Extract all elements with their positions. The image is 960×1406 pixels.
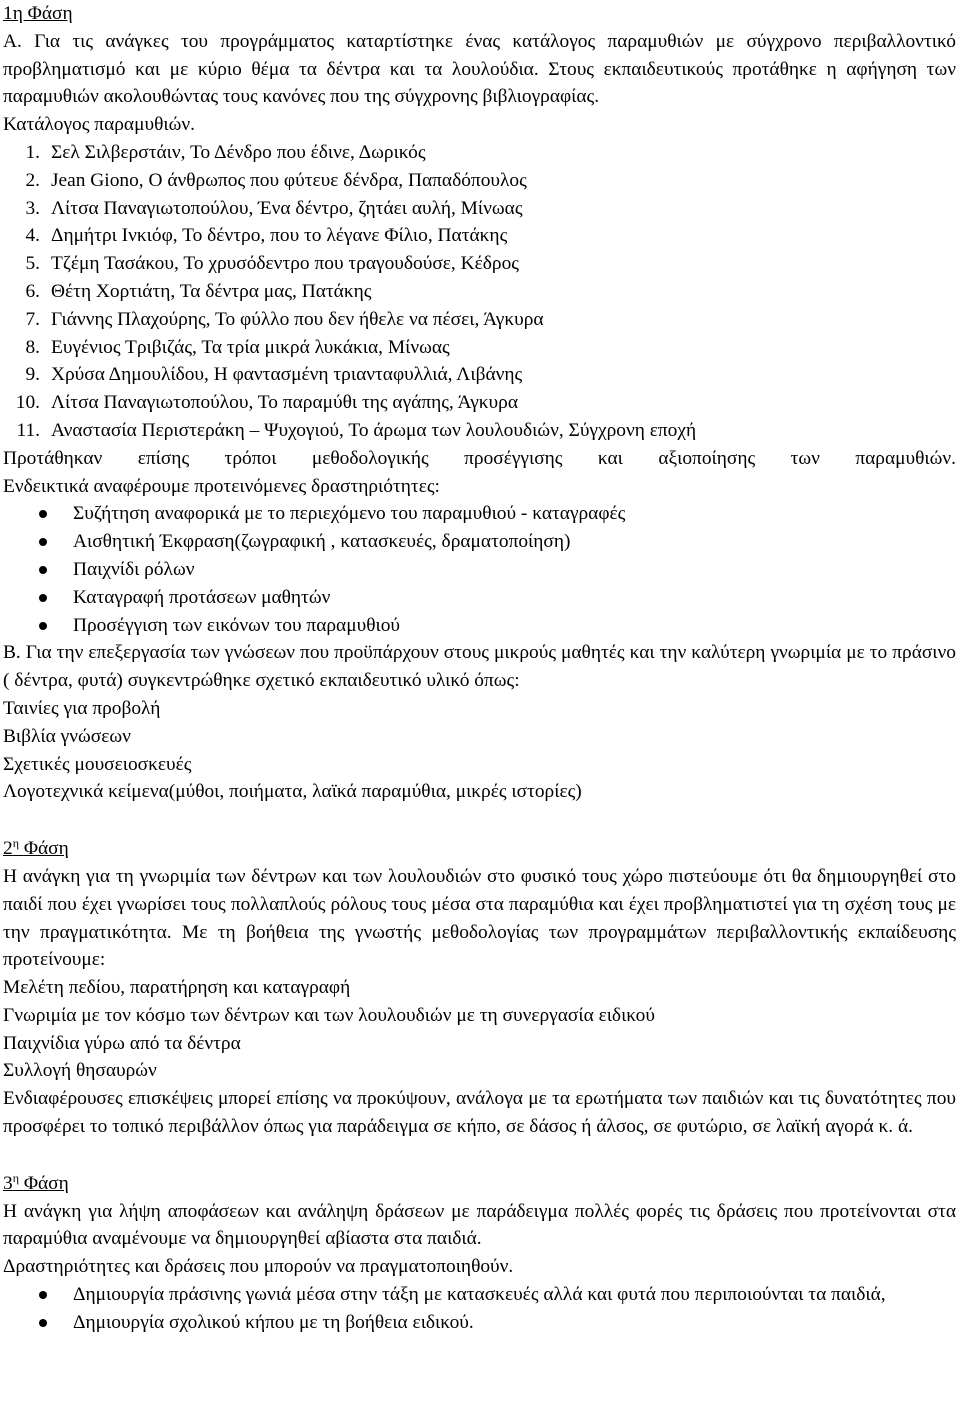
item-number: 5. bbox=[25, 253, 40, 275]
list-item bbox=[3, 139, 956, 167]
item-text: Λίτσα Παναγιωτοπούλου, Το παραμύθι της αγάπης, Άγκυρα bbox=[51, 392, 518, 414]
item-text: Καταγραφή προτάσεων μαθητών bbox=[73, 586, 331, 608]
list-item bbox=[3, 278, 956, 306]
item-text: Προσέγγιση των εικόνων του παραμυθιού bbox=[73, 614, 400, 636]
item-text: Αισθητική Έκφραση(ζωγραφική , κατασκευές, δραματοποίηση) bbox=[73, 531, 571, 553]
phase2-item: Παιχνίδια γύρω από τα δέντρα bbox=[3, 1032, 241, 1054]
list-item bbox=[3, 584, 956, 612]
bullet-icon bbox=[3, 528, 73, 556]
catalog-label: Κατάλογος παραμυθιών. bbox=[3, 114, 195, 136]
spacer bbox=[3, 806, 956, 835]
actions-list bbox=[3, 1281, 956, 1337]
item-number: 6. bbox=[25, 280, 40, 302]
item-text: Δημήτρι Ινκιόφ, Το δέντρο, που το λέγανε Φίλιο, Πατάκης bbox=[51, 225, 508, 247]
item-number: 8. bbox=[25, 336, 40, 358]
activities-list bbox=[3, 500, 956, 639]
spacer bbox=[3, 1141, 956, 1170]
heading-word: Φάση bbox=[23, 838, 69, 860]
list-item bbox=[3, 389, 956, 417]
list-item bbox=[3, 500, 956, 528]
document-page bbox=[3, 0, 956, 1337]
phase3-intro: Η ανάγκη για λήψη αποφάσεων και ανάληψη δράσεων με παράδειγμα πολλές φορές τις δράσεις που προτείνονται στα παραμύθια αναμένουμε να δημιουργηθεί αβίαστα στα παιδιά. bbox=[3, 1200, 956, 1250]
material-line: Ταινίες για προβολή bbox=[3, 697, 161, 719]
material-line: Σχετικές μουσειοσκευές bbox=[3, 753, 192, 775]
list-item bbox=[3, 612, 956, 640]
item-text: Τζέμη Τασάκου, Το χρυσόδεντρο που τραγουδούσε, Κέδρος bbox=[51, 253, 519, 275]
list-item bbox=[3, 417, 956, 445]
phase2-item: Συλλογή θησαυρών bbox=[3, 1060, 157, 1082]
item-text: Δημιουργία πράσινης γωνιά μέσα στην τάξη με κατασκευές αλλά και φυτά που περιποιούνται τα παιδιά, bbox=[73, 1284, 886, 1306]
item-text: Jean Giono, Ο άνθρωπος που φύτευε δένδρα, Παπαδόπουλος bbox=[51, 169, 527, 191]
item-number: 9. bbox=[25, 364, 40, 386]
list-item bbox=[3, 306, 956, 334]
phase3-heading bbox=[3, 1170, 956, 1198]
bullet-icon bbox=[3, 500, 73, 528]
phase2-visits: Ενδιαφέρουσες επισκέψεις μπορεί επίσης να προκύψουν, ανάλογα με τα ερωτήματα των παιδιών και τις δυνατότητες που προσφέρει το τοπικό περιβάλλον όπως για παράδειγμα σε κήπο, σε δάσος ή άλσος, σε φυτώριο, σε λαϊκή αγορά κ. ά. bbox=[3, 1088, 956, 1138]
item-text: Παιχνίδι ρόλων bbox=[73, 558, 195, 580]
list-item bbox=[3, 528, 956, 556]
heading-number: 3 bbox=[3, 1172, 13, 1194]
list-item bbox=[3, 1309, 956, 1337]
material-line: Βιβλία γνώσεων bbox=[3, 725, 131, 747]
item-number: 11. bbox=[16, 419, 40, 441]
bullet-icon bbox=[3, 1309, 73, 1337]
list-item bbox=[3, 334, 956, 362]
list-item bbox=[3, 361, 956, 389]
item-text: Αναστασία Περιστεράκη – Ψυχογιού, Το άρωμα των λουλουδιών, Σύγχρονη εποχή bbox=[51, 419, 697, 441]
methods-paragraph: Προτάθηκαν επίσης τρόποι μεθοδολογικής προσέγγισης και αξιοποίησης των παραμυθιών. bbox=[3, 447, 956, 469]
heading-superscript: η bbox=[12, 1170, 19, 1185]
bullet-icon bbox=[3, 556, 73, 584]
list-item bbox=[3, 1281, 956, 1309]
item-text: Γιάννης Πλαχούρης, Το φύλλο που δεν ήθελε να πέσει, Άγκυρα bbox=[51, 308, 544, 330]
item-text: Θέτη Χορτιάτη, Τα δέντρα μας, Πατάκης bbox=[51, 280, 372, 302]
item-text: Χρύσα Δημουλίδου, Η φαντασμένη τριανταφυλλιά, Λιβάνης bbox=[51, 364, 523, 386]
list-item bbox=[3, 250, 956, 278]
list-item bbox=[3, 556, 956, 584]
item-number: 10. bbox=[15, 392, 40, 414]
phase1-intro: Α. Για τις ανάγκες του προγράμματος καταρτίστηκε ένας κατάλογος παραμυθιών με σύγχρονο περιβαλλοντικό προβληματισμό και με κύριο θέμα τα δέντρα και τα λουλούδια. Στους εκπαιδευτικούς προτάθηκε η αφήγηση των παραμυθιών ακολουθώντας τους κανόνες που της σύγχρονης βιβλιογραφίας. bbox=[3, 30, 956, 108]
phase1-heading: 1η Φάση bbox=[3, 3, 73, 24]
phase2-item: Γνωριμία με τον κόσμο των δέντρων και των λουλουδιών με τη συνεργασία ειδικού bbox=[3, 1004, 655, 1026]
bullet-icon bbox=[3, 612, 73, 640]
phase2-heading bbox=[3, 835, 956, 863]
bullet-icon bbox=[3, 1281, 73, 1309]
item-number: 3. bbox=[25, 197, 40, 219]
heading-word: Φάση bbox=[23, 1172, 69, 1194]
fairy-tale-catalog bbox=[3, 139, 956, 445]
heading-number: 2 bbox=[3, 838, 13, 860]
item-number: 2. bbox=[25, 169, 40, 191]
part-b-paragraph: Β. Για την επεξεργασία των γνώσεων που προϋπάρχουν στους μικρούς μαθητές και την καλύτερη γνωριμία με το πράσινο ( δέντρα, φυτά) συγκεντρώθηκε σχετικό εκπαιδευτικό υλικό όπως: bbox=[3, 642, 956, 692]
material-line: Λογοτεχνικά κείμενα(μύθοι, ποιήματα, λαϊκά παραμύθια, μικρές ιστορίες) bbox=[3, 781, 582, 803]
list-item bbox=[3, 195, 956, 223]
item-number: 4. bbox=[25, 225, 40, 247]
activities-label: Ενδεικτικά αναφέρουμε προτεινόμενες δραστηριότητες: bbox=[3, 475, 440, 497]
phase2-item: Μελέτη πεδίου, παρατήρηση και καταγραφή bbox=[3, 977, 351, 999]
heading-superscript: η bbox=[12, 836, 19, 851]
list-item bbox=[3, 222, 956, 250]
actions-label: Δραστηριότητες και δράσεις που μπορούν να πραγματοποιηθούν. bbox=[3, 1256, 514, 1278]
item-text: Ευγένιος Τριβιζάς, Τα τρία μικρά λυκάκια, Μίνωας bbox=[51, 336, 450, 358]
item-text: Συζήτηση αναφορικά με το περιεχόμενο του παραμυθιού - καταγραφές bbox=[73, 503, 626, 525]
item-text: Σελ Σιλβερστάιν, Το Δένδρο που έδινε, Δωρικός bbox=[51, 141, 426, 163]
bullet-icon bbox=[3, 584, 73, 612]
phase2-intro: Η ανάγκη για τη γνωριμία των δέντρων και των λουλουδιών στο φυσικό τους χώρο πιστεύουμε ότι θα δημιουργηθεί στο παιδί που έχει γνωρίσει τους πολλαπλούς ρόλους τους μέσα στα παραμύθια και έχει προβληματιστεί για τη σχέση τους με την πραγματικότητα. Με τη βοήθεια της γνωστής μεθοδολογίας των προγραμμάτων περιβαλλοντικής εκπαίδευσης προτείνουμε: bbox=[3, 865, 956, 971]
item-text: Δημιουργία σχολικού κήπου με τη βοήθεια ειδικού. bbox=[73, 1311, 474, 1333]
item-number: 7. bbox=[25, 308, 40, 330]
item-text: Λίτσα Παναγιωτοπούλου, Ένα δέντρο, ζητάει αυλή, Μίνωας bbox=[51, 197, 523, 219]
list-item bbox=[3, 167, 956, 195]
item-number: 1. bbox=[25, 141, 40, 163]
